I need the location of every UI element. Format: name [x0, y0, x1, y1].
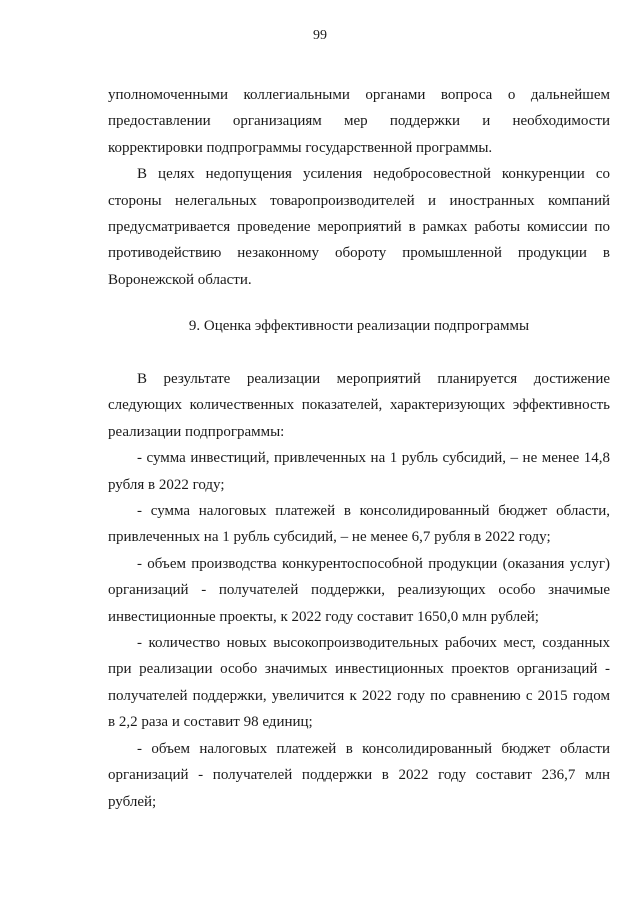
list-item-line: организаций - получателей поддержки в 2022 году составит 236,7 млн: [108, 767, 610, 784]
list-item-line: - сумма налоговых платежей в консолидированный бюджет области,: [137, 503, 610, 520]
section-heading: 9. Оценка эффективности реализации подпрограммы: [188, 318, 530, 334]
list-item-line: в 2,2 раза и составит 98 единиц;: [108, 714, 313, 731]
page-number: 99: [313, 28, 327, 43]
list-item-line: - количество новых высокопроизводительных рабочих мест, созданных: [137, 635, 610, 652]
text-line: В целях недопущения усиления недобросовестной конкуренции со: [137, 166, 610, 183]
list-item-line: - объем налоговых платежей в консолидированный бюджет области: [137, 740, 610, 757]
list-item-line: - сумма инвестиций, привлеченных на 1 рубль субсидий, – не менее 14,8: [137, 450, 610, 467]
text-line: В результате реализации мероприятий планируется достижение: [137, 371, 610, 387]
list-item-line: организаций - получателей поддержки, реализующих особо значимые: [108, 582, 610, 599]
list-item-line: привлеченных на 1 рубль субсидий, – не менее 6,7 рубля в 2022 году;: [108, 529, 551, 546]
list-item-line: получателей поддержки, увеличится к 2022 году по сравнению с 2015 годом: [108, 687, 610, 704]
list-item-line: при реализации особо значимых инвестиционных проектов организаций -: [108, 661, 610, 678]
list-item-line: рублей;: [108, 793, 157, 810]
text-line: стороны нелегальных товаропроизводителей и иностранных компаний: [108, 192, 610, 209]
text-line: следующих количественных показателей, характеризующих эффективность: [108, 397, 610, 414]
text-line: противодействию незаконному обороту промышленной продукции в: [108, 245, 610, 262]
text-line: реализации подпрограммы:: [108, 423, 285, 440]
list-item-line: инвестиционные проекты, к 2022 году составит 1650,0 млн рублей;: [108, 608, 539, 625]
text-line: предусматривается проведение мероприятий в рамках работы комиссии по: [108, 219, 610, 236]
list-item-line: - объем производства конкурентоспособной продукции (оказания услуг): [137, 555, 610, 572]
text-line: предоставлении организациям мер поддержки и необходимости: [108, 113, 610, 130]
top-text-block: [108, 82, 610, 293]
bottom-text-block: [108, 366, 610, 815]
text-line: Воронежской области.: [108, 271, 252, 288]
text-line: уполномоченными коллегиальными органами вопроса о дальнейшем: [108, 87, 610, 103]
text-line: корректировки подпрограммы государственной программы.: [108, 139, 493, 156]
list-item-line: рубля в 2022 году;: [108, 476, 225, 493]
